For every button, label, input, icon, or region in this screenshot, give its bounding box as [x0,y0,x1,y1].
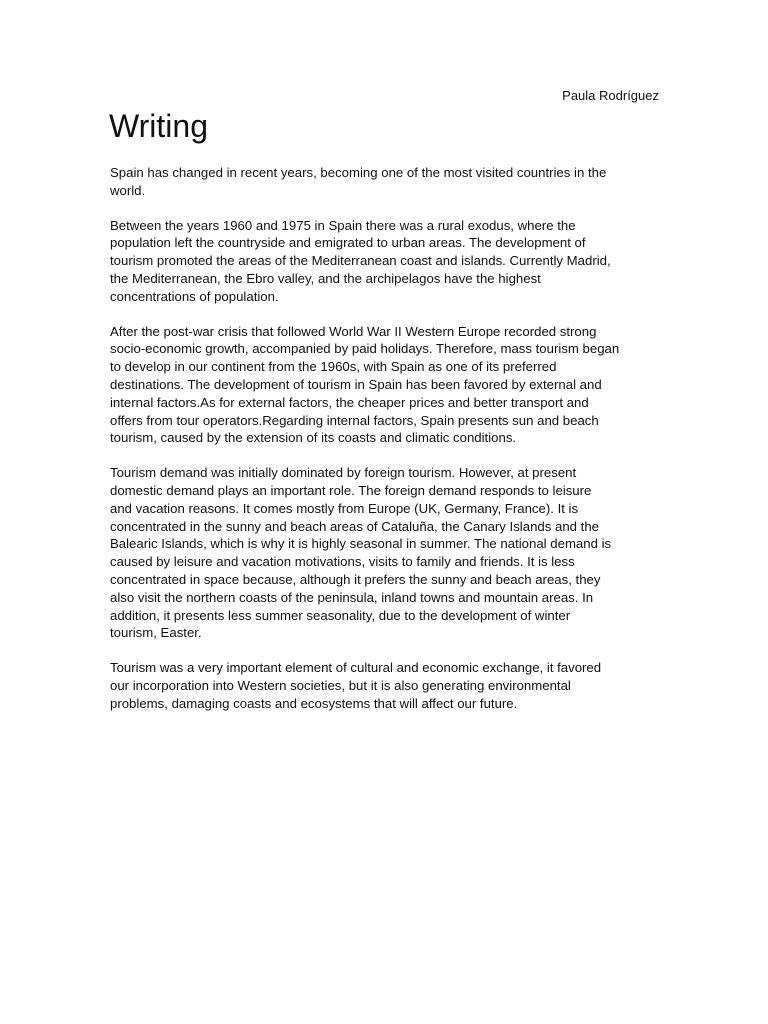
document-body [110,164,662,730]
paragraph: After the post-war crisis that followed World War II Western Europe recorded strong socio-economic growth, accompanied by paid holidays. Therefore, mass tourism began to develop in our continent from the 1960s, with Spain as one of its preferred destinations. The development of tourism in Spain has been favored by external and internal factors.As for external factors, the cheaper prices and better transport and offers from tour operators.Regarding internal factors, Spain presents sun and beach tourism, caused by the extension of its coasts and climatic conditions. [110,323,620,446]
paragraph: Tourism was a very important element of cultural and economic exchange, it favored our incorporation into Western societies, but it is also generating environmental problems, damaging coasts and ecosystems that will affect our future. [110,660,602,711]
document-title: Writing [109,108,208,144]
paragraph: Spain has changed in recent years, becoming one of the most visited countries in the world. [110,165,607,198]
paragraph: Tourism demand was initially dominated by foreign tourism. However, at present domestic demand plays an important role. The foreign demand responds to leisure and vacation reasons. It comes mostly from Europe (UK, Germany, France). It is concentrated in the sunny and beach areas of Cataluña, the Canary Islands and the Balearic Islands, which is why it is highly seasonal in summer. The national demand is caused by leisure and vacation motivations, visits to family and friends. It is less concentrated in space because, although it prefers the sunny and beach areas, they also visit the northern coasts of the peninsula, inland towns and mountain areas. In addition, it presents less summer seasonality, due to the development of winter tourism, Easter. [110,465,612,641]
author-name: Paula Rodríguez [562,88,659,103]
paragraph: Between the years 1960 and 1975 in Spain there was a rural exodus, where the population left the countryside and emigrated to urban areas. The development of tourism promoted the areas of the Mediterranean coast and islands. Currently Madrid, the Mediterranean, the Ebro valley, and the archipelagos have the highest concentrations of population. [110,217,611,304]
